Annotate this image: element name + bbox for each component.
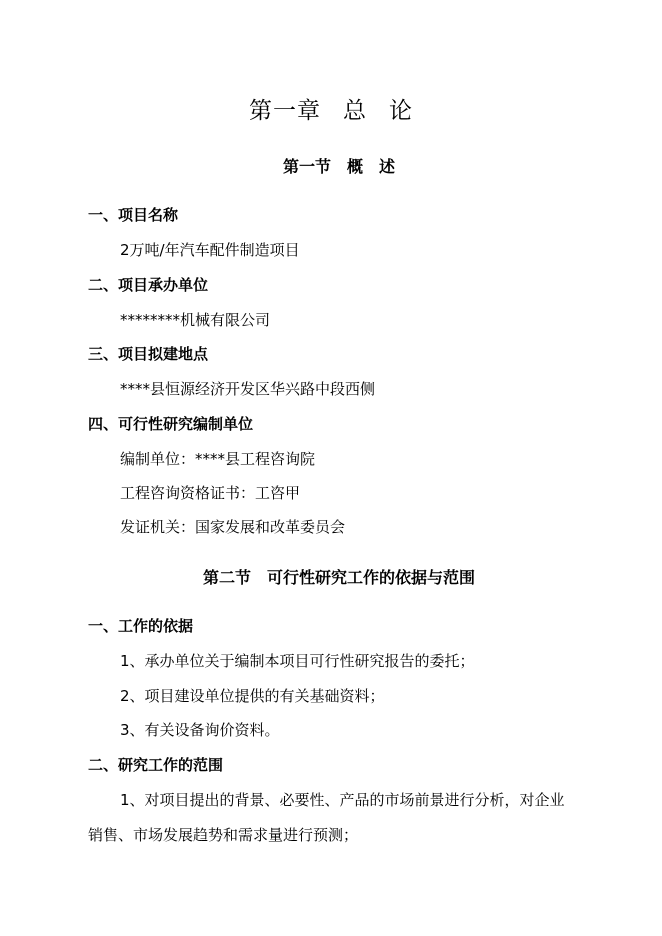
basis-item-1: 1、承办单位关于编制本项目可行性研究报告的委托； (120, 652, 475, 670)
section-2-title-text: 可行性研究工作的依据与范围 (267, 568, 476, 587)
basis-item-2: 2、项目建设单位提供的有关基础资料； (120, 687, 385, 705)
chapter-title-word-1: 总 (343, 98, 367, 124)
section-1-title (0, 159, 662, 175)
section-2-label: 第二节 (202, 568, 251, 587)
chapter-title-word-2: 论 (389, 98, 413, 124)
heading-basis: 一、工作的依据 (88, 617, 194, 635)
chapter-title (0, 100, 662, 123)
organizer-text: ********机械有限公司 (120, 311, 271, 329)
section-2-title (0, 570, 662, 586)
heading-scope: 二、研究工作的范围 (88, 756, 224, 774)
heading-location: 三、项目拟建地点 (88, 345, 209, 363)
section-1-label: 第一节 (282, 157, 331, 176)
scope-item-1-line-1: 1、对项目提出的背景、必要性、产品的市场前景进行分析，对企业 (120, 791, 565, 809)
section-1-title-word-1: 概 (346, 157, 363, 176)
chapter-number: 第一章 (249, 98, 321, 124)
heading-project-name: 一、项目名称 (88, 206, 179, 224)
scope-item-1-line-2: 销售、市场发展趋势和需求量进行预测； (88, 826, 359, 844)
basis-item-3: 3、有关设备询价资料。 (120, 721, 280, 739)
issuer-text: 发证机关：国家发展和改革委员会 (120, 518, 346, 536)
project-name-text: 2万吨/年汽车配件制造项目 (120, 241, 300, 259)
study-unit-text: 编制单位：****县工程咨询院 (120, 450, 316, 468)
heading-organizer: 二、项目承办单位 (88, 276, 209, 294)
location-text: ****县恒源经济开发区华兴路中段西侧 (120, 380, 376, 398)
section-1-title-word-2: 述 (379, 157, 396, 176)
heading-study-unit: 四、可行性研究编制单位 (88, 415, 254, 433)
certificate-text: 工程咨询资格证书：工咨甲 (120, 484, 301, 502)
